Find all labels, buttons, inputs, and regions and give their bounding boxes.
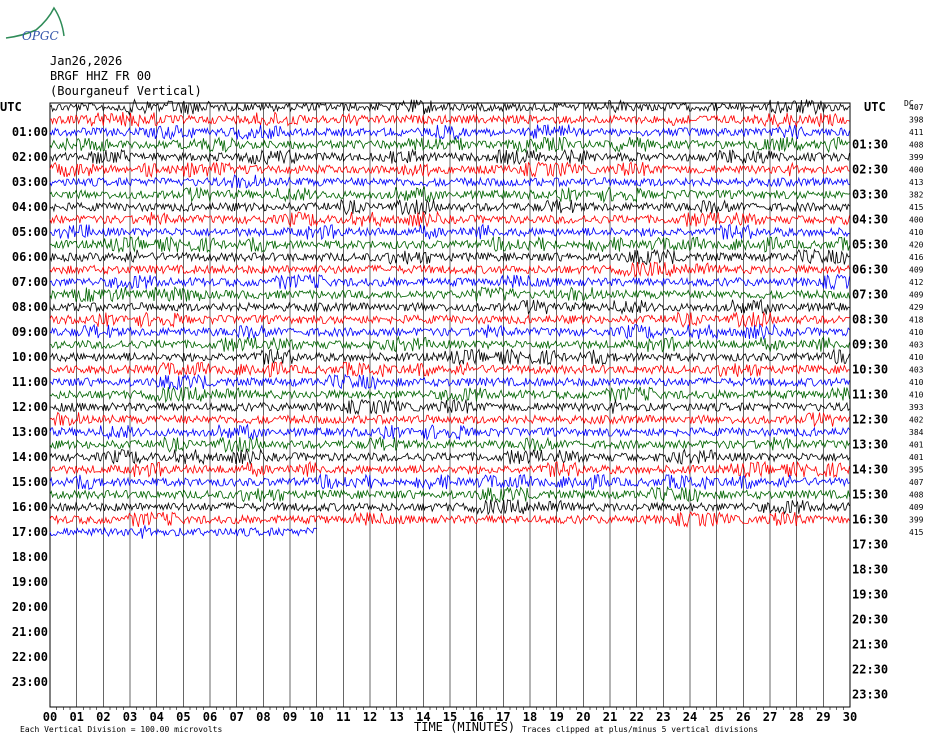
dc-offset-label: 401 (909, 453, 924, 462)
left-hour-label: 19:00 (11, 575, 48, 589)
left-hour-label: 05:00 (11, 225, 48, 239)
left-hour-label: 12:00 (11, 400, 48, 414)
left-hour-label: 09:00 (11, 325, 48, 339)
x-tick-label: 06 (202, 710, 218, 724)
dc-offset-label: 408 (909, 140, 924, 150)
dc-offset-label: 413 (909, 178, 924, 187)
right-hour-label: 04:30 (852, 212, 889, 227)
dc-offset-label: 420 (909, 240, 924, 250)
left-hour-label: 14:00 (11, 450, 48, 464)
x-tick-label: 22 (629, 710, 644, 724)
left-hour-label: 17:00 (11, 525, 48, 539)
right-hour-label: 18:30 (852, 562, 889, 577)
right-hour-label: 02:30 (852, 162, 889, 177)
right-hour-label: 01:30 (852, 137, 889, 152)
left-hour-label: 10:00 (11, 350, 48, 364)
left-hour-label: 16:00 (11, 500, 48, 514)
right-hour-label: 05:30 (852, 237, 889, 252)
dc-offset-label: 401 (909, 440, 924, 450)
x-tick-label: 04 (149, 710, 164, 724)
dc-offset-label: 400 (909, 165, 924, 175)
dc-offset-label: 407 (909, 478, 924, 487)
x-tick-label: 05 (176, 710, 191, 724)
dc-offset-label: 410 (909, 228, 924, 237)
x-tick-label: 19 (549, 710, 564, 724)
dc-offset-label: 395 (909, 465, 924, 475)
clipping-note: Traces clipped at plus/minus 5 vertical divisions (522, 725, 759, 734)
right-hour-label: 13:30 (852, 437, 889, 452)
dc-offset-label: 415 (909, 203, 924, 212)
dc-offset-label: 411 (909, 128, 924, 137)
dc-offset-label: 403 (909, 340, 924, 350)
left-hour-label: 15:00 (11, 475, 48, 489)
location-label: (Bourganeuf Vertical) (50, 84, 202, 98)
dc-offset-label: 398 (909, 115, 924, 125)
x-tick-label: 03 (122, 710, 138, 724)
x-tick-label: 15 (442, 710, 458, 724)
x-tick-label: 11 (336, 710, 351, 724)
dc-offset-label: 399 (909, 153, 924, 162)
dc-offset-label: 410 (909, 353, 924, 362)
right-hour-label: 16:30 (852, 512, 889, 527)
x-tick-label: 21 (602, 710, 618, 724)
station-label: BRGF HHZ FR 00 (50, 69, 152, 83)
right-hour-label: 22:30 (852, 662, 889, 677)
date-label: Jan26,2026 (50, 54, 123, 68)
left-hour-label: 18:00 (11, 550, 48, 564)
x-tick-label: 13 (389, 710, 404, 724)
x-tick-label: 02 (96, 710, 111, 724)
left-hour-label: 06:00 (11, 250, 48, 264)
right-hour-label: 12:30 (852, 412, 889, 427)
dc-offset-label: 418 (909, 315, 924, 325)
dc-offset-label: 416 (909, 253, 924, 262)
right-hour-label: 11:30 (852, 387, 889, 402)
dc-offset-label: 410 (909, 328, 924, 337)
dc-offset-label: 393 (909, 403, 924, 412)
dc-offset-label: 399 (909, 515, 924, 525)
vertical-division-note: Each Vertical Division = 100.00 microvolts (20, 725, 223, 734)
x-axis-title: TIME (MINUTES) (414, 720, 516, 734)
left-hour-label: 04:00 (11, 200, 48, 214)
x-tick-label: 00 (42, 710, 58, 724)
dc-offset-label: 410 (909, 390, 924, 400)
x-tick-label: 14 (416, 710, 431, 724)
dc-offset-label: 384 (909, 428, 924, 437)
dc-offset-label: 409 (909, 265, 924, 275)
dc-offset-label: 400 (909, 215, 924, 225)
right-hour-label: 15:30 (852, 487, 889, 502)
x-tick-label: 08 (256, 710, 271, 724)
dc-offset-label: 410 (909, 378, 924, 387)
dc-offset-label: 409 (909, 290, 924, 300)
right-hour-label: 23:30 (852, 687, 889, 702)
x-tick-label: 10 (309, 710, 324, 724)
right-hour-label: 06:30 (852, 262, 889, 277)
x-tick-label: 18 (522, 710, 538, 724)
x-tick-label: 01 (69, 710, 84, 724)
right-hour-label: 14:30 (852, 462, 889, 477)
left-hour-label: 23:00 (11, 675, 48, 689)
dc-offset-label: 415 (909, 528, 924, 537)
right-hour-label: 19:30 (852, 587, 889, 602)
x-tick-label: 16 (469, 710, 484, 724)
dc-offset-label: 402 (909, 415, 924, 425)
x-tick-label: 12 (362, 710, 378, 724)
x-tick-label: 30 (842, 710, 858, 724)
right-hour-label: 21:30 (852, 637, 889, 652)
x-tick-label: 20 (576, 710, 591, 724)
left-hour-label: 08:00 (11, 300, 48, 314)
left-hour-label: 11:00 (11, 375, 48, 389)
x-tick-label: 29 (816, 710, 831, 724)
dc-title: DC (904, 99, 914, 108)
logo-text: OPGC (22, 29, 59, 43)
right-hour-label: 08:30 (852, 312, 889, 327)
right-hour-label: 07:30 (852, 287, 889, 302)
left-hour-label: 07:00 (11, 275, 48, 289)
x-tick-label: 26 (736, 710, 751, 724)
right-hour-label: 20:30 (852, 612, 889, 627)
left-hour-label: 13:00 (11, 425, 48, 439)
dc-offset-label: 409 (909, 503, 924, 512)
x-tick-label: 09 (282, 710, 298, 724)
right-hour-label: 09:30 (852, 337, 889, 352)
left-axis-title: UTC (0, 100, 22, 114)
x-tick-label: 24 (682, 710, 698, 724)
dc-offset-label: 408 (909, 490, 924, 500)
dc-offset-label: 412 (909, 278, 924, 287)
left-hour-label: 21:00 (11, 625, 48, 639)
dc-offset-label: 403 (909, 365, 924, 375)
right-hour-label: 10:30 (852, 362, 889, 377)
x-tick-label: 23 (656, 710, 671, 724)
right-hour-label: 03:30 (852, 187, 889, 202)
x-tick-label: 07 (229, 710, 244, 724)
x-tick-label: 25 (709, 710, 724, 724)
left-hour-label: 02:00 (11, 150, 48, 164)
right-hour-label: 17:30 (852, 537, 889, 552)
right-axis-title: UTC (864, 100, 886, 114)
left-hour-label: 03:00 (11, 175, 48, 189)
x-tick-label: 28 (789, 710, 804, 724)
dc-offset-label: 407 (909, 103, 924, 112)
left-hour-label: 01:00 (11, 125, 48, 139)
left-hour-label: 22:00 (11, 650, 48, 664)
left-hour-label: 20:00 (11, 600, 48, 614)
x-tick-label: 17 (496, 710, 511, 724)
dc-offset-label: 429 (909, 303, 924, 312)
x-tick-label: 27 (762, 710, 778, 724)
dc-offset-label: 382 (909, 190, 924, 200)
